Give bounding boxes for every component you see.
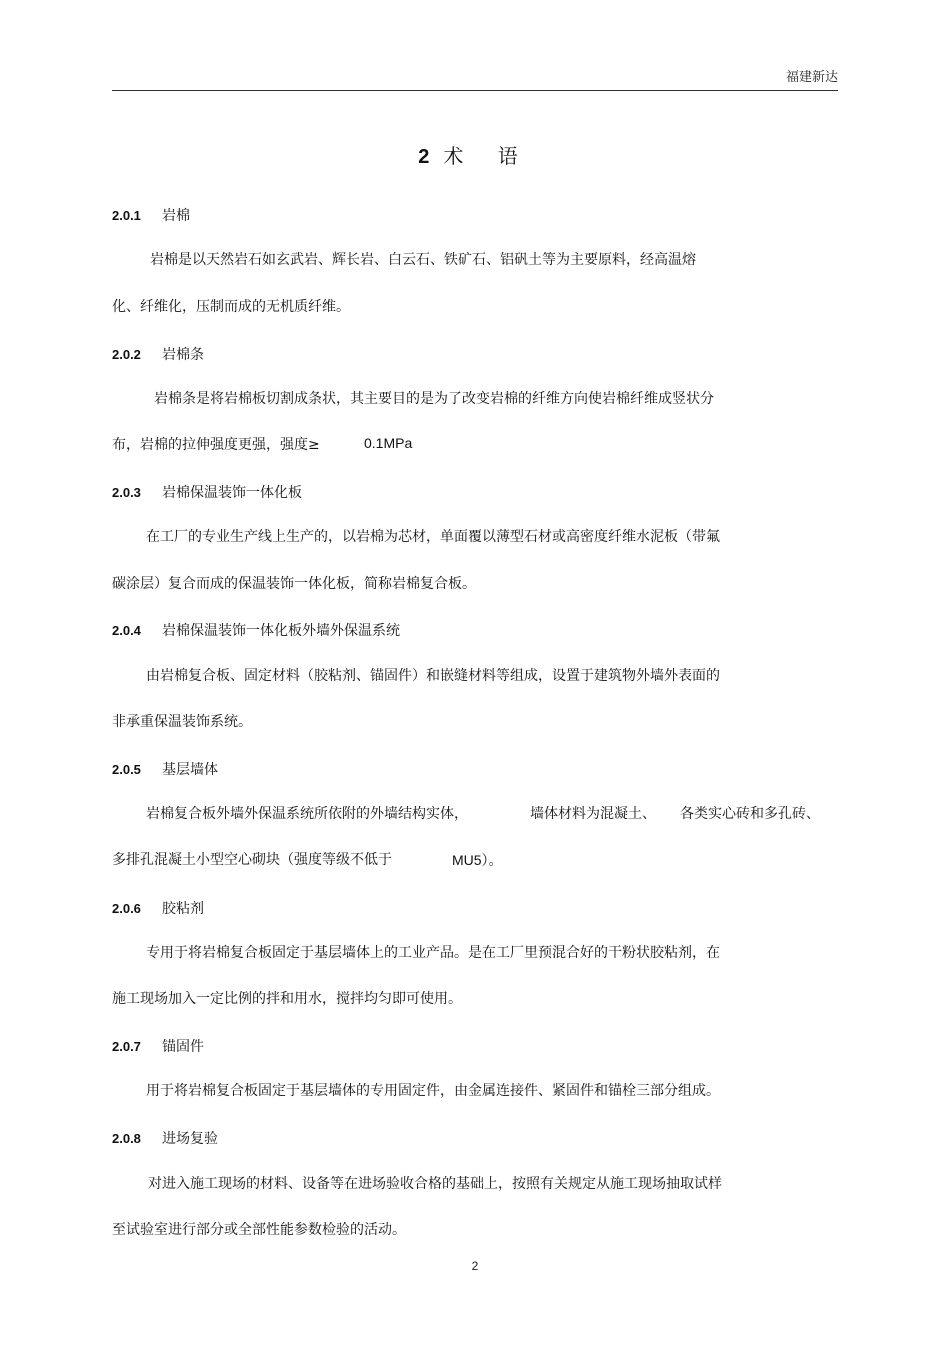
term-definition-line: 墙体材料为混凝土、 bbox=[530, 806, 656, 822]
term-definition-line: 碳涂层）复合而成的保温装饰一体化板，简称岩棉复合板。 bbox=[112, 576, 476, 592]
term-definition-line: 在工厂的专业生产线上生产的，以岩棉为芯材，单面覆以薄型石材或高密度纤维水泥板（带氟 bbox=[146, 529, 720, 545]
term-definition-line: 施工现场加入一定比例的拌和用水，搅拌均匀即可使用。 bbox=[112, 991, 462, 1007]
chapter-title bbox=[0, 140, 950, 169]
term-name: 岩棉保温装饰一体化板 bbox=[162, 485, 302, 501]
term-definition-line: 岩棉复合板外墙外保温系统所依附的外墙结构实体， bbox=[146, 806, 468, 822]
term-heading bbox=[112, 482, 302, 502]
term-heading bbox=[112, 344, 204, 364]
term-name: 胶粘剂 bbox=[162, 901, 204, 917]
term-number: 2.0.8 bbox=[112, 1131, 141, 1146]
term-heading bbox=[112, 205, 190, 225]
term-heading bbox=[112, 1128, 218, 1148]
term-definition-line: 至试验室进行部分或全部性能参数检验的活动。 bbox=[112, 1222, 406, 1238]
term-definition-line: 化、纤维化，压制而成的无机质纤维。 bbox=[112, 299, 350, 315]
page-number: 2 bbox=[471, 1259, 479, 1273]
header-org-name: 福建新达 bbox=[785, 70, 838, 85]
chapter-title-text: 术 语 bbox=[443, 144, 532, 168]
term-definition-line: 各类实心砖和多孔砖、 bbox=[680, 806, 820, 822]
term-definition-line: 由岩棉复合板、固定材料（胶粘剂、锚固件）和嵌缝材料等组成，设置于建筑物外墙外表面的 bbox=[146, 668, 720, 684]
term-heading bbox=[112, 898, 204, 918]
strength-grade-value: MU5）。 bbox=[452, 852, 503, 868]
term-name: 岩棉条 bbox=[162, 347, 204, 363]
term-heading bbox=[112, 620, 400, 640]
term-definition-line: 布，岩棉的拉伸强度更强，强度≥ bbox=[112, 437, 320, 453]
term-number: 2.0.6 bbox=[112, 901, 141, 916]
header-divider bbox=[112, 90, 838, 91]
term-definition-line: 多排孔混凝土小型空心砌块（强度等级不低于 bbox=[112, 852, 392, 868]
term-name: 岩棉 bbox=[162, 208, 190, 224]
term-heading bbox=[112, 759, 218, 779]
term-name: 锚固件 bbox=[162, 1039, 204, 1055]
term-number: 2.0.3 bbox=[112, 485, 141, 500]
term-name: 岩棉保温装饰一体化板外墙外保温系统 bbox=[162, 623, 400, 639]
term-definition-line: 专用于将岩棉复合板固定于基层墙体上的工业产品。是在工厂里预混合好的干粉状胶粘剂，在 bbox=[146, 945, 720, 961]
chapter-number: 2 bbox=[418, 146, 430, 168]
term-definition-line: 非承重保温装饰系统。 bbox=[112, 714, 252, 730]
term-number: 2.0.1 bbox=[112, 208, 141, 223]
term-definition-line: 用于将岩棉复合板固定于基层墙体的专用固定件，由金属连接件、紧固件和锚栓三部分组成。 bbox=[146, 1083, 720, 1099]
term-name: 进场复验 bbox=[162, 1131, 218, 1147]
term-number: 2.0.2 bbox=[112, 347, 141, 362]
term-heading bbox=[112, 1036, 204, 1056]
term-number: 2.0.4 bbox=[112, 623, 141, 638]
term-definition-line: 对进入施工现场的材料、设备等在进场验收合格的基础上，按照有关规定从施工现场抽取试样 bbox=[148, 1176, 722, 1192]
term-name: 基层墙体 bbox=[162, 762, 218, 778]
strength-value: 0.1MPa bbox=[364, 435, 413, 451]
term-number: 2.0.5 bbox=[112, 762, 141, 777]
term-definition-line: 岩棉是以天然岩石如玄武岩、辉长岩、白云石、铁矿石、铝矾土等为主要原料，经高温熔 bbox=[150, 252, 696, 268]
term-number: 2.0.7 bbox=[112, 1039, 141, 1054]
term-definition-line: 岩棉条是将岩棉板切割成条状，其主要目的是为了改变岩棉的纤维方向使岩棉纤维成竖状分 bbox=[154, 391, 714, 407]
